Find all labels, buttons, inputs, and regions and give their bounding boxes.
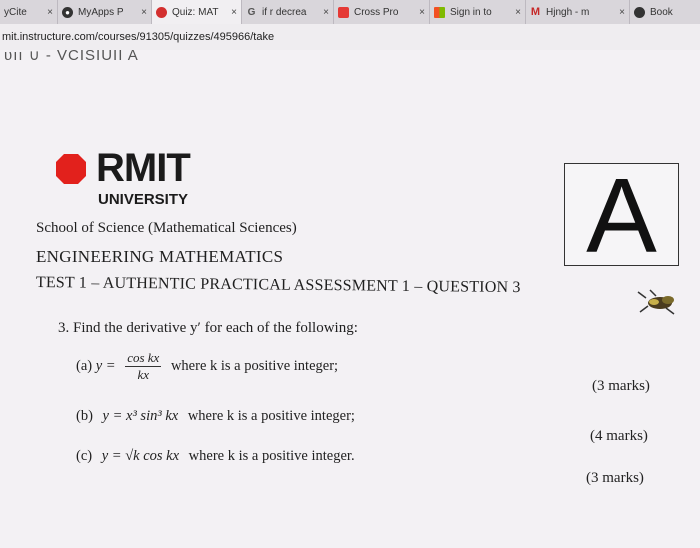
tab-myapps[interactable]	[58, 0, 152, 24]
tab-title: yCite	[4, 6, 27, 18]
tab-ycite[interactable]	[0, 0, 58, 24]
tab-title: Book	[650, 6, 673, 18]
close-icon[interactable]: ×	[231, 6, 237, 18]
part-condition: where k is a positive integer.	[188, 448, 355, 464]
close-icon[interactable]: ×	[323, 6, 329, 18]
question-intro: 3. Find the derivative y′ for each of the following:	[58, 320, 358, 336]
part-condition: where k is a positive integer;	[170, 357, 339, 374]
tab-title: Sign in to	[450, 6, 492, 18]
tab-title: if r decrea	[262, 6, 307, 18]
school-name: School of Science (Mathematical Sciences)	[36, 220, 297, 236]
address-bar[interactable]	[0, 24, 700, 50]
close-icon[interactable]: ×	[419, 6, 425, 18]
rmit-logo-icon	[54, 152, 88, 186]
close-icon[interactable]: ×	[515, 6, 521, 18]
tab-quiz[interactable]	[152, 0, 242, 24]
close-icon[interactable]: ×	[141, 6, 147, 18]
tab-cross-pro[interactable]	[334, 0, 430, 24]
myapps-icon: ●	[62, 7, 73, 18]
browser-tab-bar	[0, 0, 700, 24]
google-icon: G	[247, 6, 256, 18]
close-icon[interactable]: ×	[47, 6, 53, 18]
course-title: ENGINEERING MATHEMATICS	[36, 247, 284, 266]
book-icon	[634, 7, 645, 18]
marks-a: (3 marks)	[592, 378, 650, 394]
fraction-numerator: cos kx	[127, 350, 160, 365]
marks-b: (4 marks)	[590, 428, 648, 444]
part-label: (c)	[76, 448, 93, 464]
windows-icon	[434, 7, 445, 18]
question-part-a	[76, 350, 338, 383]
fraction-denominator: kx	[137, 367, 150, 382]
close-icon[interactable]: ×	[619, 6, 625, 18]
tab-google-search[interactable]	[242, 0, 334, 24]
tab-sign-in[interactable]	[430, 0, 526, 24]
question-part-c	[76, 448, 355, 465]
part-condition: where k is a positive integer;	[187, 408, 355, 424]
tab-gmail[interactable]	[526, 0, 630, 24]
equation: y = x³ sin³ kx	[102, 408, 179, 424]
tab-title: Cross Pro	[354, 6, 399, 18]
bug-sticker-icon	[636, 288, 682, 316]
version-box	[564, 156, 679, 275]
cross-icon	[338, 7, 349, 18]
equation: y = √k cos kx	[101, 448, 180, 464]
part-label: (b)	[76, 408, 93, 424]
marks-c: (3 marks)	[586, 470, 644, 486]
tab-title: Quiz: MAT	[172, 6, 219, 18]
equation-lhs: y =	[95, 357, 116, 374]
logo-subtitle: UNIVERSITY	[98, 191, 189, 208]
url-text[interactable]: mit.instructure.com/courses/91305/quizzes/495966/take	[2, 31, 275, 43]
tab-title: Hjngh - m	[546, 6, 590, 18]
logo-name: RMIT	[96, 146, 190, 190]
version-letter: A	[586, 156, 657, 275]
gmail-icon: M	[530, 6, 541, 18]
cut-off-header: υıı ∪ - VCISIUII A	[4, 50, 139, 64]
fraction	[125, 350, 161, 383]
quiz-icon	[156, 7, 167, 18]
quiz-document	[0, 50, 700, 548]
part-label: (a)	[76, 357, 93, 374]
tab-title: MyApps P	[78, 6, 124, 18]
test-title: TEST 1 – AUTHENTIC PRACTICAL ASSESSMENT 1 – QUESTION 3	[35, 274, 521, 297]
question-part-b	[76, 408, 355, 425]
tab-book[interactable]	[630, 0, 700, 24]
